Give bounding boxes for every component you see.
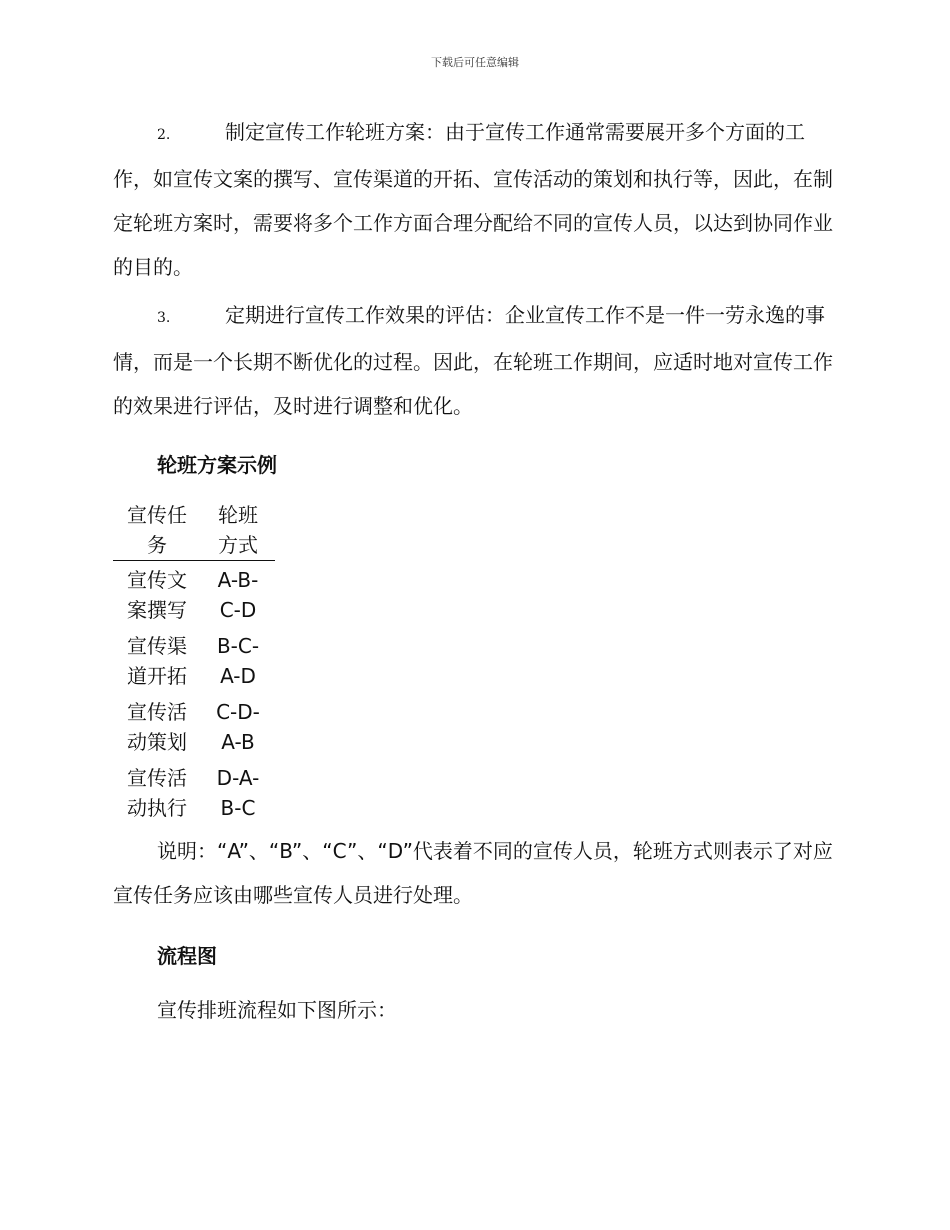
list-number: 2. — [157, 127, 171, 143]
table-header-task: 宣传任务 — [127, 503, 187, 557]
page-header: 下载后可任意编辑 — [431, 56, 519, 69]
list-item-text: 定期进行宣传工作效果的评估：企业宣传工作不是一件一劳永逸的事情，而是一个长期不断优化的过程。因此，在轮班工作期间，应适时地对宣传工作的效果进行评估，及时进行调整和优化。 — [113, 303, 833, 418]
table-cell-rotation: A-B-C-D — [217, 568, 259, 622]
table-cell-task: 宣传活动策划 — [127, 700, 187, 754]
document-body — [113, 110, 837, 1045]
table-cell-task: 宣传渠道开拓 — [127, 634, 187, 688]
section-heading-rotation-example: 轮班方案示例 — [157, 453, 277, 477]
table-row — [113, 693, 275, 759]
table-note: 说明：“A”、“B”、“C”、“D”代表着不同的宣传人员，轮班方式则表示了对应宣传任务应该由哪些宣传人员进行处理。 — [113, 839, 833, 907]
rotation-table — [113, 500, 275, 825]
table-header-rotation: 轮班方式 — [218, 503, 258, 557]
list-item-text: 制定宣传工作轮班方案：由于宣传工作通常需要展开多个方面的工作，如宣传文案的撰写、宣传渠道的开拓、宣传活动的策划和执行等，因此，在制定轮班方案时，需要将多个工作方面合理分配给不同的宣传人员，以达到协同作业的目的。 — [113, 120, 833, 279]
table-row — [113, 627, 275, 693]
table-cell-task: 宣传活动执行 — [127, 766, 187, 820]
table-row — [113, 759, 275, 825]
list-number: 3. — [157, 310, 171, 326]
table-cell-task: 宣传文案撰写 — [127, 568, 187, 622]
list-item-2 — [113, 110, 837, 289]
table-cell-rotation: C-D-A-B — [216, 700, 260, 754]
table-row — [113, 561, 275, 628]
list-item-3 — [113, 293, 837, 428]
table-cell-rotation: B-C-A-D — [216, 634, 260, 688]
section-heading-flowchart: 流程图 — [157, 944, 217, 968]
table-header-row — [113, 500, 275, 561]
flowchart-intro: 宣传排班流程如下图所示： — [157, 998, 397, 1022]
table-cell-rotation: D-A-B-C — [216, 766, 260, 820]
